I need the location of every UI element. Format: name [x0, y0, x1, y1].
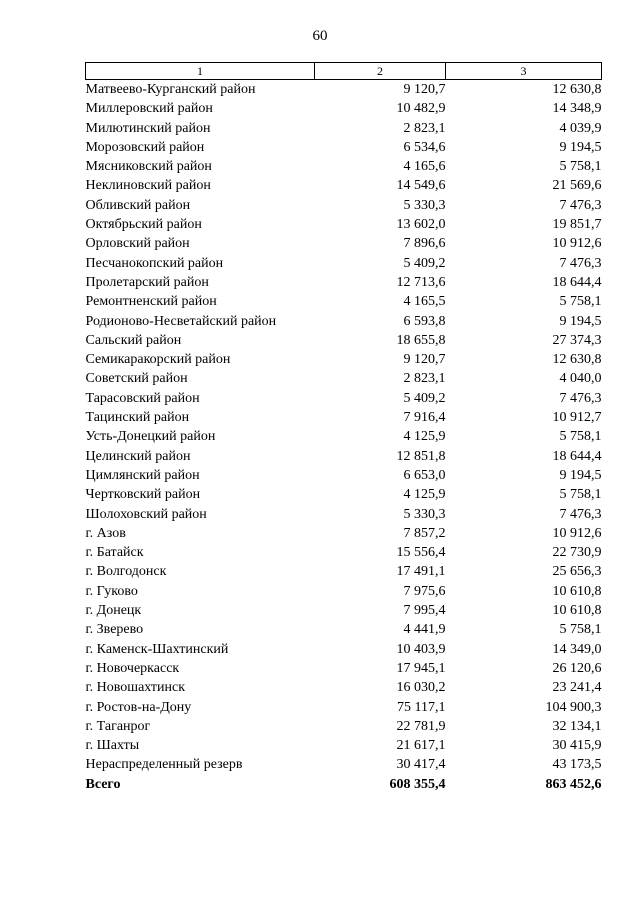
table-row: [86, 292, 602, 311]
row-label: г. Батайск: [85, 545, 144, 561]
row-label: г. Зверево: [85, 622, 144, 638]
table-row: [86, 620, 602, 639]
row-label: Тарасовский район: [85, 390, 200, 406]
value-col3: 12 630,8: [552, 352, 602, 368]
row-label: Миллеровский район: [85, 101, 213, 117]
table-row: [86, 138, 602, 157]
value-col3: 104 900,3: [545, 699, 602, 715]
row-label: Нераспределенный резерв: [85, 757, 243, 773]
value-col3: 14 349,0: [552, 641, 602, 657]
row-label: Цимлянский район: [85, 467, 200, 483]
row-label: г. Шахты: [85, 738, 140, 754]
value-col2: 12 851,8: [396, 448, 446, 464]
value-col2: 6 653,0: [403, 467, 446, 483]
value-col3: 9 194,5: [559, 139, 602, 155]
value-col3: 5 758,1: [559, 294, 602, 310]
table-row: [86, 678, 602, 697]
value-col2: 4 165,5: [403, 294, 446, 310]
value-col3: 10 912,6: [552, 525, 602, 541]
value-col3: 7 476,3: [559, 506, 602, 522]
table-row: [86, 408, 602, 427]
value-col2: 4 165,6: [403, 159, 446, 175]
value-col3: 23 241,4: [552, 680, 602, 696]
row-label: г. Таганрог: [85, 718, 151, 734]
value-col2: 13 602,0: [396, 217, 446, 233]
value-col3: 26 120,6: [552, 660, 602, 676]
value-col2: 15 556,4: [396, 545, 446, 561]
row-label: Октябрьский район: [85, 217, 202, 233]
value-col3: 5 758,1: [559, 487, 602, 503]
value-col2: 7 916,4: [403, 410, 446, 426]
total-value: 608 355,4: [389, 776, 446, 792]
value-col2: 7 995,4: [403, 603, 446, 619]
total-label: Всего: [85, 776, 121, 792]
value-col3: 9 194,5: [559, 467, 602, 483]
data-table: [85, 62, 602, 794]
table-row: [86, 601, 602, 620]
row-label: Сальский район: [85, 332, 182, 348]
value-col3: 18 644,4: [552, 448, 602, 464]
value-col2: 22 781,9: [396, 718, 446, 734]
table-row: [86, 447, 602, 466]
value-col2: 6 534,6: [403, 139, 446, 155]
value-col3: 10 912,7: [552, 410, 602, 426]
row-label: Чертковский район: [85, 487, 201, 503]
value-col2: 4 125,9: [403, 487, 446, 503]
value-col3: 22 730,9: [552, 545, 602, 561]
value-col3: 5 758,1: [559, 429, 602, 445]
value-col2: 2 823,1: [403, 371, 446, 387]
value-col3: 12 630,8: [552, 82, 602, 97]
value-col3: 19 851,7: [552, 217, 602, 233]
row-label: г. Волгодонск: [85, 564, 167, 580]
table-row: [86, 312, 602, 331]
row-label: Ремонтненский район: [85, 294, 217, 310]
row-label: г. Новошахтинск: [85, 680, 186, 696]
value-col2: 7 896,6: [403, 236, 446, 252]
row-label: г. Гуково: [85, 583, 138, 599]
value-col3: 7 476,3: [559, 390, 602, 406]
table-row: [86, 543, 602, 562]
value-col2: 17 491,1: [396, 564, 446, 580]
row-label: Семикаракорский район: [85, 352, 231, 368]
page-number: 60: [312, 28, 328, 44]
table-row: [86, 755, 602, 774]
row-label: Советский район: [85, 371, 188, 387]
column-header: 3: [446, 63, 602, 80]
row-label: г. Донецк: [85, 603, 142, 619]
value-col2: 10 403,9: [396, 641, 446, 657]
value-col2: 9 120,7: [403, 82, 446, 97]
value-col2: 7 975,6: [403, 583, 446, 599]
value-col3: 10 610,8: [552, 583, 602, 599]
value-col3: 10 610,8: [552, 603, 602, 619]
value-col2: 21 617,1: [396, 738, 446, 754]
row-label: Шолоховский район: [85, 506, 207, 522]
value-col3: 43 173,5: [552, 757, 602, 773]
table-row: [86, 485, 602, 504]
row-label: Милютинский район: [85, 120, 211, 136]
table-row: [86, 389, 602, 408]
row-label: Неклиновский район: [85, 178, 211, 194]
row-label: Орловский район: [85, 236, 190, 252]
table-row: [86, 331, 602, 350]
value-col3: 4 040,0: [559, 371, 602, 387]
row-label: Морозовский район: [85, 139, 205, 155]
table-row: [86, 427, 602, 446]
value-col3: 30 415,9: [552, 738, 602, 754]
table-row: [86, 196, 602, 215]
value-col3: 4 039,9: [559, 120, 602, 136]
row-label: г. Азов: [85, 525, 126, 541]
value-col2: 30 417,4: [396, 757, 446, 773]
row-label: Целинский район: [85, 448, 191, 464]
value-col2: 12 713,6: [396, 274, 446, 290]
value-col3: 5 758,1: [559, 159, 602, 175]
value-col2: 5 330,3: [403, 506, 446, 522]
table-row: [86, 524, 602, 543]
value-col3: 7 476,3: [559, 197, 602, 213]
table-row: [86, 157, 602, 176]
column-header: 1: [86, 63, 315, 80]
value-col2: 4 441,9: [403, 622, 446, 638]
value-col2: 10 482,9: [396, 101, 446, 117]
row-label: Тацинский район: [85, 410, 190, 426]
table-row: [86, 99, 602, 118]
table-row: [86, 234, 602, 253]
value-col2: 14 549,6: [396, 178, 446, 194]
value-col2: 5 409,2: [403, 255, 446, 271]
row-label: Усть-Донецкий район: [85, 429, 216, 445]
value-col2: 5 409,2: [403, 390, 446, 406]
total-value: 863 452,6: [545, 776, 602, 792]
table-row: [86, 659, 602, 678]
value-col3: 7 476,3: [559, 255, 602, 271]
value-col3: 14 348,9: [552, 101, 602, 117]
value-col2: 9 120,7: [403, 352, 446, 368]
column-header: 2: [315, 63, 446, 80]
table-row: [86, 176, 602, 195]
value-col2: 75 117,1: [397, 699, 446, 715]
value-col2: 4 125,9: [403, 429, 446, 445]
table-row: [86, 582, 602, 601]
table-row: [86, 562, 602, 581]
value-col3: 21 569,6: [552, 178, 602, 194]
value-col3: 27 374,3: [552, 332, 602, 348]
value-col3: 9 194,5: [559, 313, 602, 329]
table-row: [86, 505, 602, 524]
value-col2: 18 655,8: [396, 332, 446, 348]
table-row: [86, 215, 602, 234]
row-label: Родионово-Несветайский район: [85, 313, 277, 329]
value-col2: 2 823,1: [403, 120, 446, 136]
table-row: [86, 736, 602, 755]
table-row: [86, 273, 602, 292]
row-label: г. Новочеркасск: [85, 660, 180, 676]
table-row: [86, 640, 602, 659]
value-col3: 25 656,3: [552, 564, 602, 580]
table-row: [86, 717, 602, 736]
value-col2: 17 945,1: [396, 660, 446, 676]
row-label: Матвеево-Курганский район: [85, 82, 256, 97]
row-label: Песчанокопский район: [85, 255, 224, 271]
table-row: [86, 466, 602, 485]
row-label: Мясниковский район: [85, 159, 212, 175]
value-col2: 16 030,2: [396, 680, 446, 696]
value-col2: 7 857,2: [403, 525, 446, 541]
value-col3: 10 912,6: [552, 236, 602, 252]
table-row: [86, 80, 602, 100]
header-row: [86, 63, 602, 80]
table-row: [86, 369, 602, 388]
value-col2: 6 593,8: [403, 313, 446, 329]
row-label: Обливский район: [85, 197, 191, 213]
table-row: [86, 254, 602, 273]
total-row: [86, 775, 602, 794]
value-col2: 5 330,3: [403, 197, 446, 213]
value-col3: 18 644,4: [552, 274, 602, 290]
value-col3: 32 134,1: [552, 718, 602, 734]
row-label: г. Каменск-Шахтинский: [85, 641, 229, 657]
value-col3: 5 758,1: [559, 622, 602, 638]
table-row: [86, 350, 602, 369]
row-label: Пролетарский район: [85, 274, 209, 290]
table-row: [86, 119, 602, 138]
row-label: г. Ростов-на-Дону: [85, 699, 192, 715]
table-row: [86, 698, 602, 717]
